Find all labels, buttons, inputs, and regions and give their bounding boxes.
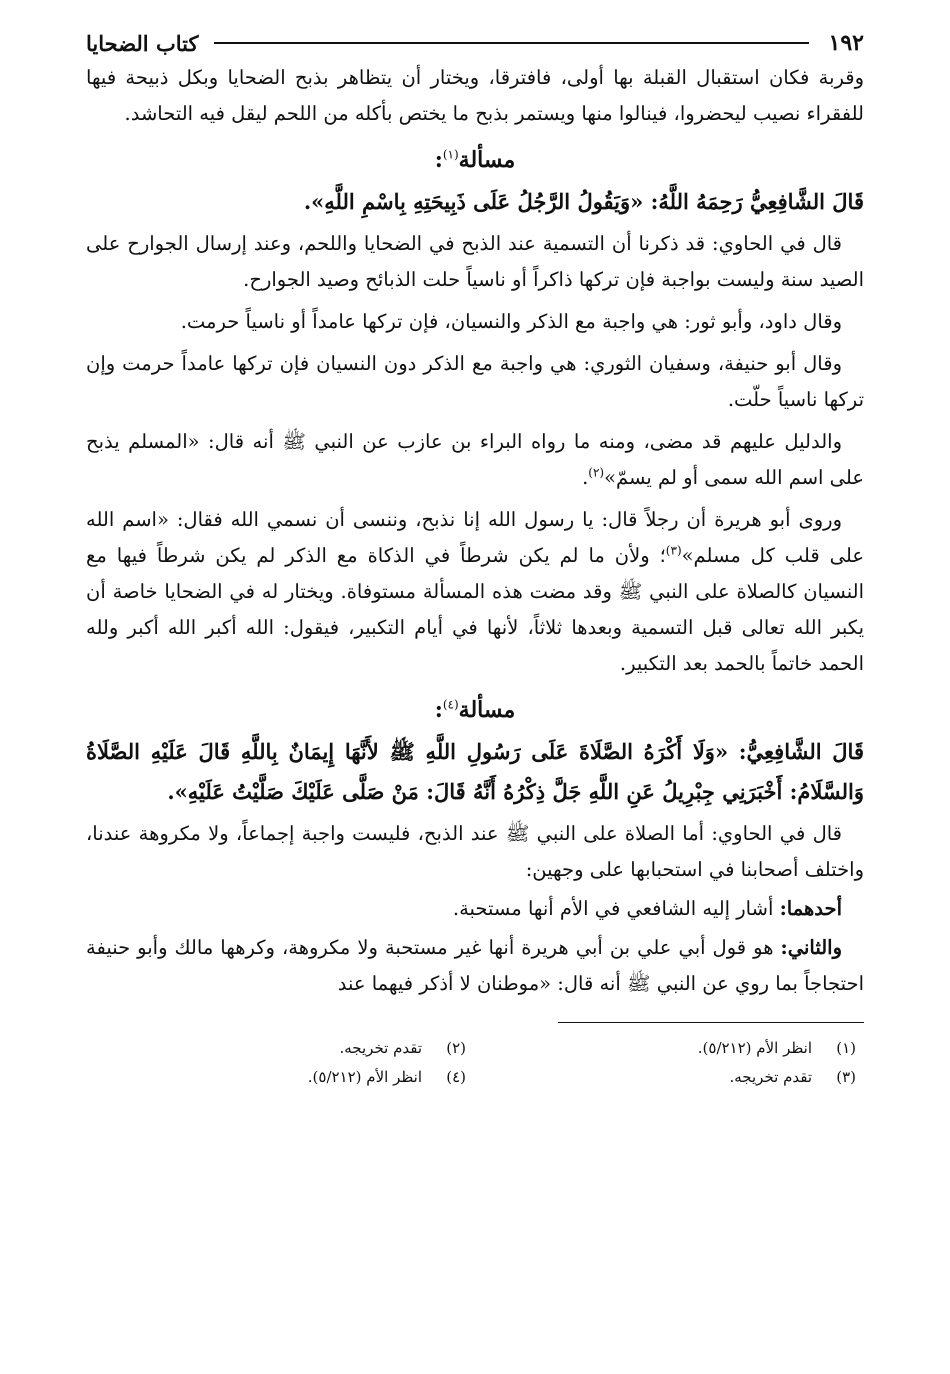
hawi-paragraph-2: قال في الحاوي: أما الصلاة على النبي ﷺ عند الذبح، فليست واجبة إجماعاً، ولا مكروهة عندنا، واختلف أصحابنا في استحبابها على وجهين: — [86, 822, 864, 881]
section-heading-1-label: مسألة — [458, 147, 516, 173]
second-opinion — [86, 930, 864, 1002]
first-opinion-text: أشار إليه الشافعي في الأم أنها مستحبة. — [452, 897, 780, 920]
page-number: ١٩٢ — [828, 30, 864, 56]
footnote-4-text: انظر الأم (٥/٢١٢). — [307, 1068, 422, 1086]
footnote-4 — [166, 1064, 466, 1091]
footnote-ref-4: (٤) — [442, 697, 459, 712]
evidence-end: . — [582, 466, 589, 489]
header-rule — [214, 42, 808, 44]
intro-paragraph: وقربة فكان استقبال القبلة بها أولى، فافترقا، ويختار أن يتظاهر بذبح الضحايا وبكل ذبيحة فيها للفقراء نصيب ليحضروا، فينالوا منها ويستمر بذبح ما يختص بأكله من اللحم ليقل فيه التحاشد. — [86, 66, 864, 125]
hawi-paragraph-1: قال في الحاوي: قد ذكرنا أن التسمية عند الذبح في الضحايا واللحم، وعند إرسال الجوارح على الصيد سنة وليست بواجبة فإن تركها ذاكراً أو ناسياً حلت الذبائح وصيد الجوارح. — [86, 232, 864, 291]
first-opinion — [86, 891, 864, 927]
footnote-ref-2: (٢) — [588, 465, 605, 480]
evidence-text: والدليل عليهم قد مضى، ومنه ما رواه البراء بن عازب عن النبي ﷺ أنه قال: «المسلم يذبح على اسم الله سمى أو لم يسمّ» — [86, 430, 864, 489]
shafii-quote-2: قَالَ الشَّافِعِيُّ: «وَلَا أَكْرَهُ الصَّلَاةَ عَلَى رَسُولِ اللَّهِ ﷺ لأَنَّهَا إِيمَانٌ بِاللَّهِ قَالَ عَلَيْهِ الصَّلَاةُ وَالسَّلَامُ: أَخْبَرَنِي جِبْرِيلُ عَنِ اللَّهِ جَلَّ ذِكْرُهُ أَنَّهُ قَالَ: مَنْ صَلَّى عَلَيْكَ صَلَّيْتُ عَلَيْهِ». — [86, 739, 864, 804]
footnote-ref-3: (٣) — [665, 543, 682, 558]
footnote-rule — [558, 1022, 864, 1023]
main-text — [86, 60, 864, 1002]
book-page — [86, 26, 864, 1091]
footnote-1-text: انظر الأم (٥/٢١٢). — [697, 1039, 812, 1057]
book-title: كتاب الضحايا — [86, 30, 199, 56]
first-opinion-label: أحدهما: — [779, 897, 842, 920]
footnote-4-number: (٤) — [446, 1068, 466, 1086]
evidence-paragraph — [86, 424, 864, 496]
footnote-3-text: تقدم تخريجه. — [729, 1068, 812, 1086]
footnote-2-text: تقدم تخريجه. — [339, 1039, 422, 1057]
abu-hurayra-paragraph — [86, 502, 864, 682]
footnote-3-number: (٣) — [836, 1068, 856, 1086]
section-heading-1-colon: : — [434, 147, 443, 173]
footnote-1-number: (١) — [836, 1039, 856, 1057]
footnote-grid — [86, 1035, 864, 1091]
footnote-2 — [166, 1035, 466, 1062]
section-heading-2 — [86, 690, 864, 730]
section-heading-1 — [86, 140, 864, 180]
section-heading-2-label: مسألة — [458, 697, 516, 723]
dawud-paragraph: وقال داود، وأبو ثور: هي واجبة مع الذكر والنسيان، فإن تركها عامداً أو ناسياً حرمت. — [180, 310, 842, 333]
abu-hurayra-rest: ؛ ولأن ما لم يكن شرطاً في الذكاة مع الذكر لم يكن شرطاً فيها مع النسيان كالصلاة على النبي ﷺ وقد مضت هذه المسألة مستوفاة. ويختار له في الضحايا خاصة أن يكبر الله تعالى قبل التسمية وبعدها ثلاثاً، لأنها في أيام التكبير، فيقول: الله أكبر الله أكبر ولله الحمد خاتماً بالحمد بعد التكبير. — [86, 544, 864, 675]
footnote-1 — [466, 1035, 856, 1062]
footnotes — [86, 1022, 864, 1091]
section-heading-2-colon: : — [434, 697, 443, 723]
second-opinion-text: هو قول أبي علي بن أبي هريرة أنها غير مستحبة ولا مكروهة، وكرهها مالك وأبو حنيفة احتجاجاً بما روي عن النبي ﷺ أنه قال: «موطنان لا أذكر فيهما عند — [86, 936, 864, 995]
second-opinion-label: والثاني: — [780, 936, 842, 959]
footnote-ref-1: (١) — [442, 147, 459, 162]
footnote-2-number: (٢) — [446, 1039, 466, 1057]
running-header — [86, 26, 864, 60]
footnote-3 — [466, 1064, 856, 1091]
abu-hanifa-paragraph: وقال أبو حنيفة، وسفيان الثوري: هي واجبة مع الذكر دون النسيان فإن تركها عامداً حرمت وإن تركها ناسياً حلّت. — [86, 352, 864, 411]
abu-hurayra-text: وروى أبو هريرة أن رجلاً قال: يا رسول الله إنا نذبح، وننسى أن نسمي الله فقال: «اسم الله على قلب كل مسلم» — [86, 508, 864, 567]
shafii-quote-1: قَالَ الشَّافِعِيُّ رَحِمَهُ اللَّهُ: «وَيَقُولُ الرَّجُلُ عَلَى ذَبِيحَتِهِ بِاسْمِ اللَّهِ». — [303, 189, 864, 214]
